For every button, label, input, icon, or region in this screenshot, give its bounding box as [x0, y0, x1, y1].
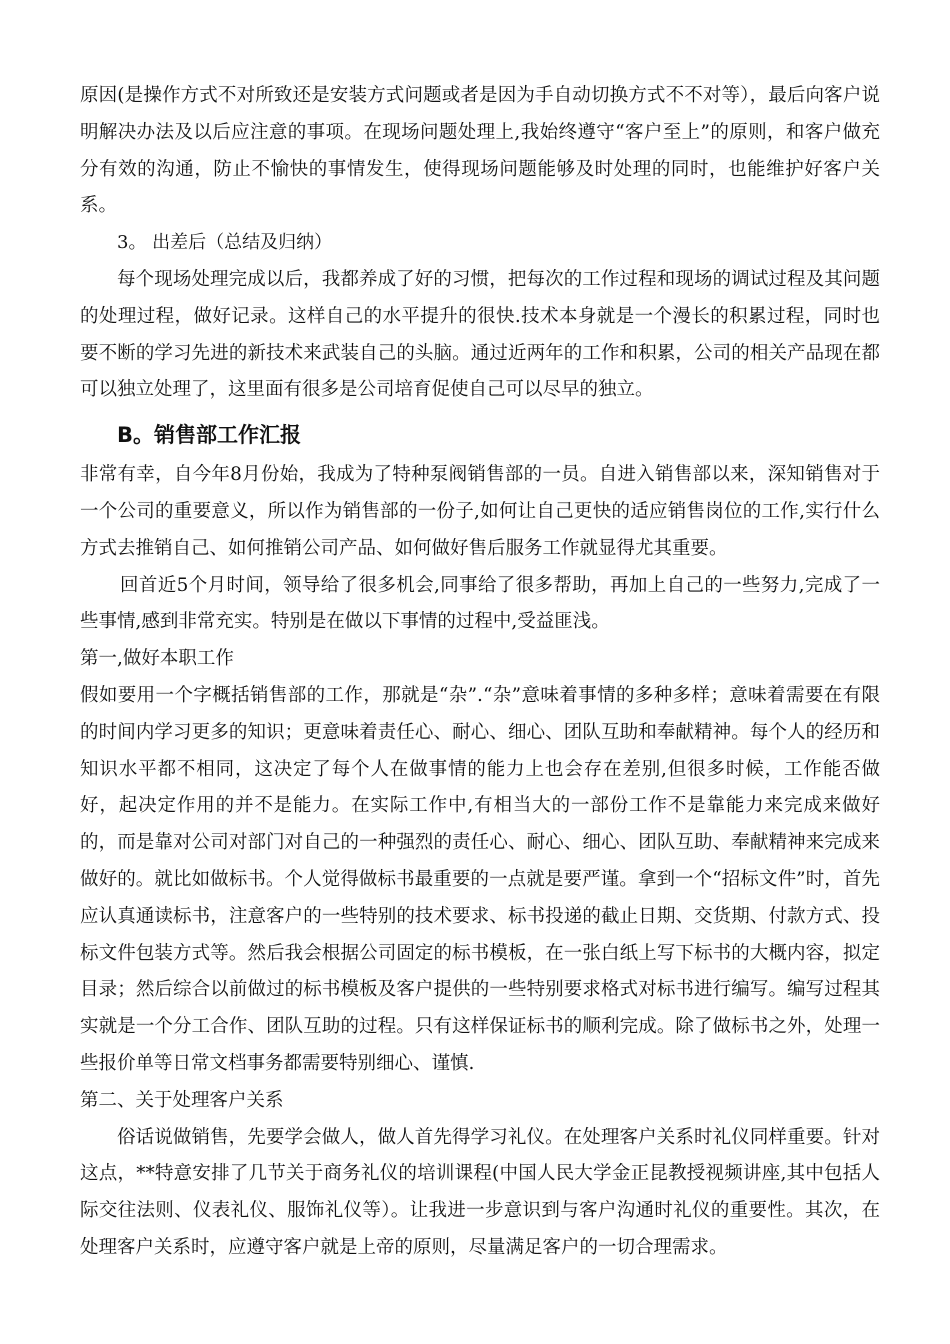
subheading-first: 第一,做好本职工作: [80, 648, 234, 670]
paragraph-review: 回首近5个月时间，领导给了很多机会,同事给了很多帮助，再加上自己的一些努力,完成了一些事情,感到非常充实。特别是在做以下事情的过程中,受益匪浅。: [80, 574, 880, 633]
subheading-second: 第二、关于处理客户关系: [80, 1089, 284, 1111]
section-heading-sales-report: B。销售部工作汇报: [117, 423, 302, 448]
document-page: [80, 78, 880, 1267]
paragraph-summary: 每个现场处理完成以后，我都养成了好的习惯，把每次的工作过程和现场的调试过程及其问题的处理过程，做好记录。这样自己的水平提升的很快.技术本身就是一个漫长的积累过程，同时也要不断的学习先进的新技术来武装自己的头脑。通过近两年的工作和积累，公司的相关产品现在都可以独立处理了，这里面有很多是公司培育促使自己可以尽早的独立。: [80, 268, 880, 401]
paragraph-sales-intro: 非常有幸，自今年8月份始，我成为了特种泵阀销售部的一员。自进入销售部以来，深知销售对于一个公司的重要意义，所以作为销售部的一份子,如何让自己更快的适应销售岗位的工作,实行什么方式去推销自己、如何推销公司产品、如何做好售后服务工作就显得尤其重要。: [80, 464, 880, 559]
paragraph-client-relations: 俗话说做销售，先要学会做人，做人首先得学习礼仪。在处理客户关系时礼仪同样重要。针对这点，**特意安排了几节关于商务礼仪的培训课程(中国人民大学金正昆教授视频讲座,其中包括人际交往法则、仪表礼仪、服饰礼仪等）。让我进一步意识到与客户沟通时礼仪的重要性。其次，在处理客户关系时，应遵守客户就是上帝的原则，尽量满足客户的一切合理需求。: [80, 1126, 880, 1258]
item-after-business-trip: 3。 出差后（总结及归纳）: [117, 232, 333, 254]
paragraph-issue-handling: 原因(是操作方式不对所致还是安装方式问题或者是因为手自动切换方式不不对等），最后向客户说明解决办法及以后应注意的事项。在现场问题处理上,我始终遵守“客户至上”的原则，和客户做充分有效的沟通，防止不愉快的事情发生，使得现场问题能够及时处理的同时，也能维护好客户关系。: [80, 85, 880, 217]
paragraph-duties: 假如要用一个字概括销售部的工作，那就是“杂”.“杂”意味着事情的多种多样；意味着需要在有限的时间内学习更多的知识；更意味着责任心、耐心、细心、团队互助和奉献精神。每个人的经历和知识水平都不相同，这决定了每个人在做事情的能力上也会存在差别,但很多时候，工作能否做好，起决定作用的并不是能力。在实际工作中,有相当大的一部份工作不是靠能力来完成来做好的，而是靠对公司对部门对自己的一种强烈的责任心、耐心、细心、团队互助、奉献精神来完成来做好的。就比如做标书。个人觉得做标书最重要的一点就是要严谨。拿到一个“招标文件”时，首先应认真通读标书，注意客户的一些特别的技术要求、标书投递的截止日期、交货期、付款方式、投标文件包装方式等。然后我会根据公司固定的标书模板，在一张白纸上写下标书的大概内容，拟定目录；然后综合以前做过的标书模板及客户提供的一些特别要求格式对标书进行编写。编写过程其实就是一个分工合作、团队互助的过程。只有这样保证标书的顺利完成。除了做标书之外，处理一些报价单等日常文档事务都需要特别细心、谨慎.: [80, 684, 880, 1074]
